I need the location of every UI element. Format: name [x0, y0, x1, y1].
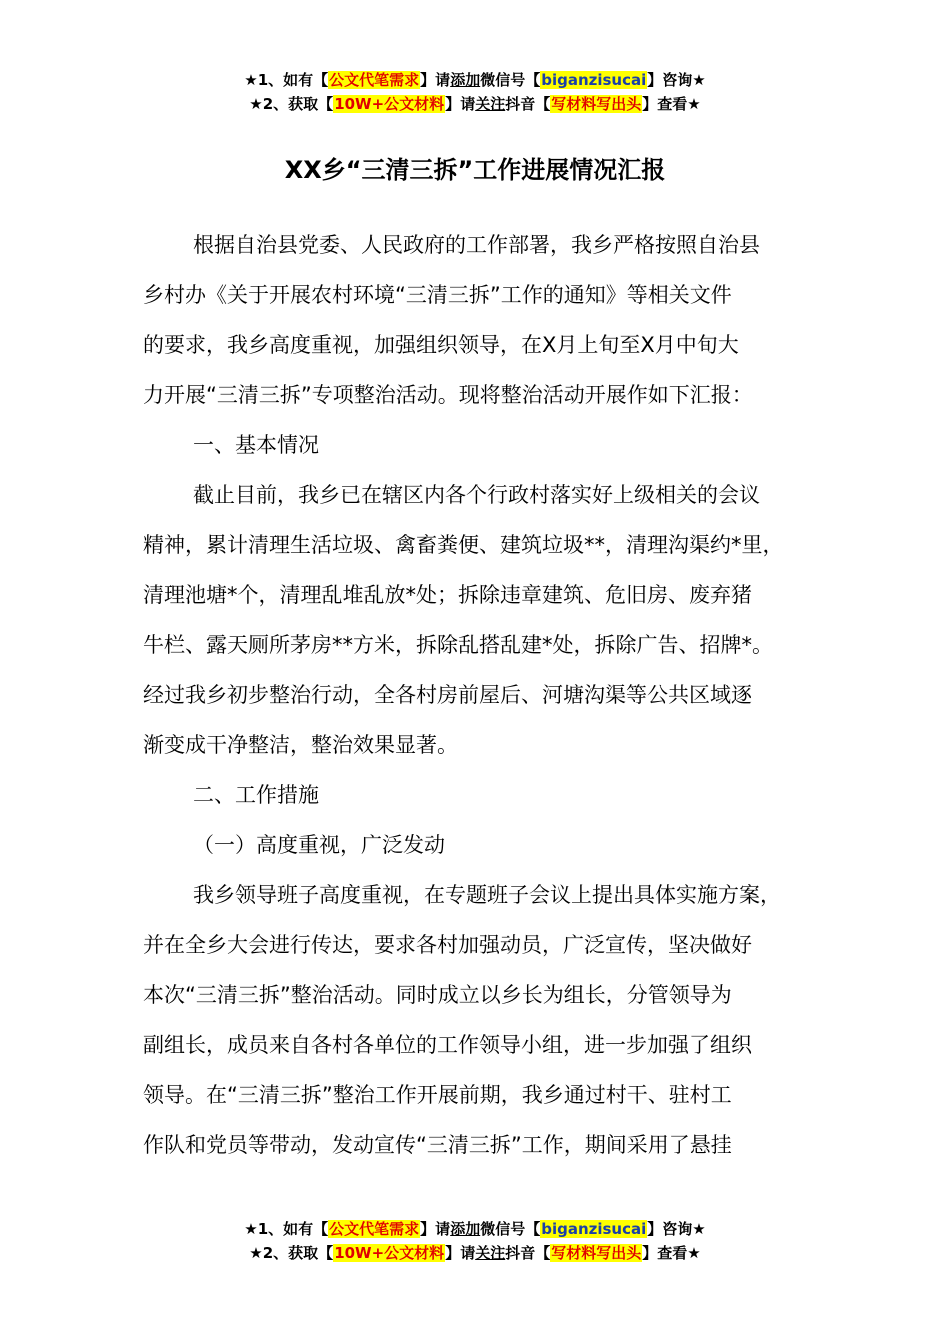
paragraph-line: 渐变成干净整洁，整治效果显著。 — [143, 733, 458, 757]
promo-douyin-account: 写材料写出头 — [551, 1244, 642, 1262]
section-heading: 一、基本情况 — [193, 433, 319, 457]
document-title: XX乡“三清三拆”工作进展情况汇报 — [284, 156, 666, 184]
paragraph-line: 本次“三清三拆”整治活动。同时成立以乡长为组长，分管领导为 — [143, 983, 732, 1007]
promo-banner-bottom — [0, 1217, 950, 1265]
paragraph-line: 截止目前，我乡已在辖区内各个行政村落实好上级相关的会议 — [193, 483, 760, 507]
paragraph-line: 我乡领导班子高度重视，在专题班子会议上提出具体实施方案， — [193, 883, 781, 907]
promo-highlight: 10W+公文材料 — [334, 95, 445, 113]
paragraph-line: 经过我乡初步整治行动，全各村房前屋后、河塘沟渠等公共区域逐 — [143, 683, 752, 707]
promo-line-1: ★1、如有【公文代笔需求】请添加微信号【biganzisucai】咨询★ — [244, 1220, 706, 1238]
promo-line-1: ★1、如有【公文代笔需求】请添加微信号【biganzisucai】咨询★ — [244, 71, 706, 89]
promo-highlight: 公文代笔需求 — [329, 71, 420, 89]
promo-banner-top — [0, 68, 950, 116]
promo-wechat-id: biganzisucai — [541, 71, 647, 89]
promo-douyin-account: 写材料写出头 — [551, 95, 642, 113]
paragraph-line: 精神，累计清理生活垃圾、禽畜粪便、建筑垃圾**，清理沟渠约*里， — [143, 533, 784, 557]
paragraph-line: 的要求，我乡高度重视，加强组织领导，在X月上旬至X月中旬大 — [143, 333, 739, 357]
paragraph-line: 牛栏、露天厕所茅房**方米，拆除乱搭乱建*处，拆除广告、招牌*。 — [143, 633, 773, 657]
promo-wechat-id: biganzisucai — [541, 1220, 647, 1238]
paragraph-line: 力开展“三清三拆”专项整治活动。现将整治活动开展作如下汇报： — [143, 383, 753, 407]
subsection-heading: （一）高度重视，广泛发动 — [193, 833, 445, 857]
paragraph-line: 乡村办《关于开展农村环境“三清三拆”工作的通知》等相关文件 — [143, 283, 732, 307]
promo-highlight: 公文代笔需求 — [329, 1220, 420, 1238]
paragraph-line: 根据自治县党委、人民政府的工作部署，我乡严格按照自治县 — [193, 233, 760, 257]
paragraph-line: 领导。在“三清三拆”整治工作开展前期，我乡通过村干、驻村工 — [143, 1083, 732, 1107]
promo-line-2: ★2、获取【10W+公文材料】请关注抖音【写材料写出头】查看★ — [249, 1244, 701, 1262]
promo-line-2: ★2、获取【10W+公文材料】请关注抖音【写材料写出头】查看★ — [249, 95, 701, 113]
paragraph-line: 清理池塘*个，清理乱堆乱放*处；拆除违章建筑、危旧房、废弃猪 — [143, 583, 752, 607]
paragraph-line: 副组长，成员来自各村各单位的工作领导小组，进一步加强了组织 — [143, 1033, 752, 1057]
paragraph-line: 并在全乡大会进行传达，要求各村加强动员，广泛宣传，坚决做好 — [143, 933, 752, 957]
paragraph-line: 作队和党员等带动，发动宣传“三清三拆”工作，期间采用了悬挂 — [143, 1133, 732, 1157]
section-heading: 二、工作措施 — [193, 783, 319, 807]
document-body — [143, 220, 823, 1170]
promo-highlight: 10W+公文材料 — [334, 1244, 445, 1262]
